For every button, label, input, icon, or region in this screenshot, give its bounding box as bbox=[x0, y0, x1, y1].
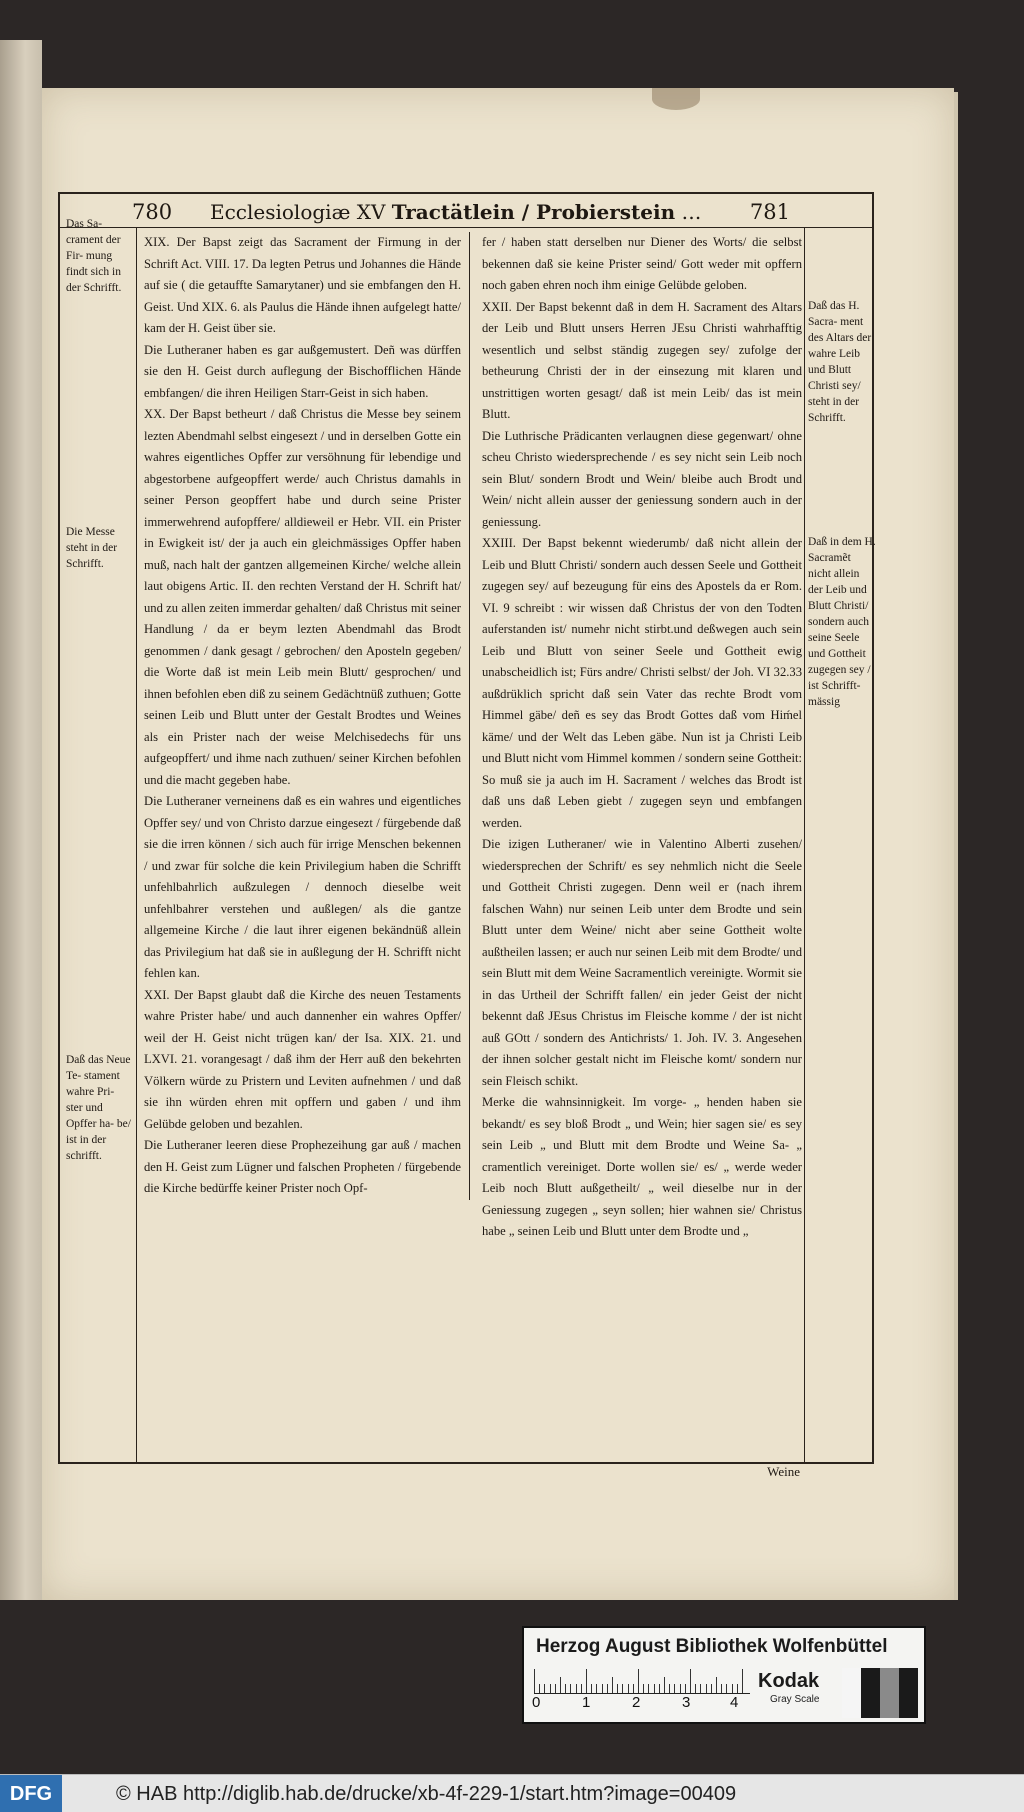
ruler-tick bbox=[560, 1677, 561, 1693]
ruler-tick bbox=[648, 1684, 649, 1693]
ruler-number: 3 bbox=[682, 1694, 691, 1711]
left-margin-rule bbox=[136, 228, 137, 1464]
ruler-tick bbox=[534, 1669, 535, 1693]
page-header bbox=[60, 194, 872, 228]
paragraph: Merke die wahnsinnigkeit. Im vorge- „ henden haben sie bekandt/ es sey bloß Brodt „ und Wein; hier sagen sie/ es sey sein Leib „ und Blutt mit dem Brodte und Weine Sa- „ cramentlich vereiniget. Dorte wollen sie/ es/ „ werde weder Leib noch Blutt außgetheilt/ „ weil dieselbe nur in der Geniessung zugegen „ seyn sollen; hier wahnen sie/ Christus habe „ seinen Leib und Blutt unter dem Brodte und „ bbox=[482, 1095, 802, 1238]
page-number-left: 780 bbox=[132, 200, 173, 224]
paragraph: XXIII. Der Bapst bekennt wiederumb/ daß nicht allein der Leib und Blutt Christi/ sondern auch dessen Seele und Gottheit zugegen sey/ auf bezeugung für eins des Apostels da er Rom. VI. 9 schreibt : wir wissen daß Christus der von den Todten auferstanden ist/ numehr nicht stirbt.und deßwegen auch sein Leib und Blutt von seiner Seele und Gottheit ewig unabscheidlich ist; Fürs andre/ Christi selbst/ der Joh. VI 32.33 außdrüklich spricht daß sein Vater das rechte Brodt vom Himmel gäbe/ deñ es sey das Brodt Gottes daß vom Hiḿel käme/ und der Welt das Leben gäbe. Nun ist ja Christi Leib und Blutt nicht vom Himmel kommen / sondern seine Gottheit: So muß sie ja auch im H. Sacrament / welches das Brodt ist daß uns daß Leben giebt / zugegen seyn und embfangen werden. bbox=[482, 536, 802, 830]
catchword: Weine bbox=[767, 1464, 800, 1479]
ruler-tick bbox=[643, 1684, 644, 1693]
ruler-tick bbox=[591, 1684, 592, 1693]
ruler-tick bbox=[680, 1684, 681, 1693]
book-left-edge bbox=[0, 40, 42, 1600]
paragraph: Die Luthrische Prädicanten verlaugnen diese gegenwart/ ohne scheu Christo wiedersprechende / es sey nicht sein Leib noch sein Blut/ sondern Brodt und Wein/ bleibe auch Brodt und Wein/ nicht allein ausser der geniessung sondern auch in der geniessung. bbox=[482, 428, 802, 529]
ruler-tick bbox=[622, 1684, 623, 1693]
margin-note-gottheit: Daß in dem H. Sacramẽt nicht allein der Leib und Blutt Christi/ sondern auch seine Seele und Gottheit zugegen sey / ist Schrifft- mässig bbox=[808, 536, 876, 708]
margin-note-altar: Daß das H. Sacra- ment des Altars der wahre Leib und Blutt Christi sey/ steht in der Schrifft. bbox=[808, 300, 872, 424]
page-number-right: 781 bbox=[749, 200, 790, 224]
left-text-column bbox=[144, 232, 470, 1200]
ruler-tick bbox=[721, 1684, 722, 1693]
ruler-tick bbox=[555, 1684, 556, 1693]
ruler-tick bbox=[711, 1684, 712, 1693]
ruler-tick bbox=[602, 1684, 603, 1693]
ruler-tick bbox=[617, 1684, 618, 1693]
ruler-number: 0 bbox=[532, 1694, 541, 1711]
ruler-tick bbox=[586, 1669, 587, 1693]
gray-scale-label: Gray Scale bbox=[770, 1694, 820, 1705]
kodak-brand: Kodak bbox=[758, 1670, 820, 1692]
ruler-tick bbox=[726, 1684, 727, 1693]
dfg-logo[interactable]: DFG bbox=[0, 1775, 62, 1812]
margin-note-firmung: Das Sa- crament der Fir- mung findt sich in der Schrifft. bbox=[66, 218, 122, 294]
ruler-tick bbox=[674, 1684, 675, 1693]
ruler-tick bbox=[581, 1684, 582, 1693]
ruler-tick bbox=[742, 1669, 743, 1693]
ruler-tick bbox=[612, 1677, 613, 1693]
book-page bbox=[42, 88, 954, 1600]
ruler-tick bbox=[732, 1684, 733, 1693]
ruler-tick bbox=[669, 1684, 670, 1693]
ruler-tick bbox=[716, 1677, 717, 1693]
ruler-tick bbox=[690, 1669, 691, 1693]
ruler-tick bbox=[638, 1669, 639, 1693]
ruler-tick bbox=[664, 1677, 665, 1693]
ruler-number: 4 bbox=[730, 1694, 739, 1711]
ruler-tick bbox=[596, 1684, 597, 1693]
viewer-footer bbox=[0, 1774, 1024, 1812]
paragraph: XIX. Der Bapst zeigt das Sacrament der Firmung in der Schrift Act. VIII. 17. Da legten Petrus und Johannes die Hände auf sie ( die getauffte Samarytaner) und sie embfangen den H. Geist. Und XIX. 6. als Paulus die Hände ihnen aufgelegt hatte/ kam der H. Geist über sie. bbox=[144, 235, 461, 335]
ruler-number: 2 bbox=[632, 1694, 641, 1711]
measure-ruler bbox=[534, 1668, 750, 1694]
ruler-tick bbox=[700, 1684, 701, 1693]
ruler-tick bbox=[737, 1684, 738, 1693]
paragraph: Die Lutheraner leeren diese Prophezeihung gar auß / machen den H. Geist zum Lügner und falschen Propheten / fürgebende die Kirche bedürffe keiner Prister noch Opf- bbox=[144, 1138, 461, 1195]
paragraph: Die izigen Lutheraner/ wie in Valentino Alberti zusehen/ wiedersprechen der Schrift/ es sey nehmlich nicht die Seele und Gottheit Christi zugegen. Denn weil er (nach ihrem falschen Wahn) nur seinen Leib unter dem Brodte und sein Blutt unter dem Weine/ nicht aber seine Gottheit wolte außtheilen lassen; er auch nur seinen Leib mit dem Brodte/ und sein Blutt mit dem Weine Sacramentlich vereinigte. Wormit sie in das Urtheil der Schrifft fallen/ ein jeder Geist der nicht bekennt daß JEsus Christus im Fleische komme / der ist nicht auß GOtt / sondern des Antichrists/ 1. Joh. IV. 3. Angesehen der ihnen solcher gestalt nicht im Fleische komt/ sondern nur sein Fleisch schikt. bbox=[482, 837, 802, 1088]
right-margin-rule bbox=[804, 228, 805, 1464]
paragraph: XXI. Der Bapst glaubt daß die Kirche des neuen Testaments wahre Prister habe/ und auch dannenher ein wahres Opffer/ weil der H. Geist nicht trügen kan/ der Isa. XIX. 21. und LXVI. 21. vorangesagt / daß ihm der Herr auß den bekehrten Völkern würde zu Pristern und Leviten aufnehmen / und daß sie ihn würden ehren mit opffern und gaben / und ihm Gelübde geloben und bezahlen. bbox=[144, 987, 461, 1131]
ruler-tick bbox=[544, 1684, 545, 1693]
right-text-column bbox=[478, 232, 802, 1243]
ruler-tick bbox=[685, 1684, 686, 1693]
ruler-tick bbox=[628, 1684, 629, 1693]
ruler-tick bbox=[633, 1684, 634, 1693]
ruler-tick bbox=[607, 1684, 608, 1693]
ruler-tick bbox=[565, 1684, 566, 1693]
paragraph: Die Lutheraner haben es gar außgemustert. Deñ was dürffen sie den H. Geist durch auflegung der Bischofflichen Hände embfangen/ die ihren Heiligen Starr-Geist in sich haben. bbox=[144, 342, 461, 400]
running-head-german: Tractätlein / Probierstein bbox=[391, 200, 676, 224]
paragraph: XXII. Der Bapst bekennt daß in dem H. Sacrament des Altars der Leib und Blutt unsers Herren JEsu Christi wahrhafftig wesentlich und selbst ständig zugegen sey/ zufolge der betheurung Christi der in der einsezung mit klaren und unstrittigen worten gesagt/ daß ist mein Leib/ das ist mein Blutt. bbox=[482, 299, 802, 421]
ruler-tick bbox=[576, 1684, 577, 1693]
library-color-target bbox=[522, 1626, 926, 1724]
paragraph: Die Lutheraner verneinens daß es ein wahres und eigentliches Opffer sey/ und von Christo darzue eingesezt / fürgebende daß sie die irren können / sich auch für irrige Menschen bekennen / und zwar für solche die kein Privilegium haben die Schrifft unfehlbahrlich außzulegen / dennoch dieselbe weit unfehlbahrer verstehen und außlegen/ als die gantze allgemeine Kirche / die laut ihrer eigenen bekändnüß allein das Privilegium hat daß sie in außlegung der H. Schrifft nicht fehlen kan. bbox=[144, 794, 461, 980]
ruler-tick bbox=[570, 1684, 571, 1693]
paper-stain bbox=[652, 88, 700, 110]
library-name: Herzog August Bibliothek Wolfenbüttel bbox=[536, 1636, 888, 1657]
running-head bbox=[210, 200, 701, 224]
ruler-tick bbox=[550, 1684, 551, 1693]
ruler-tick bbox=[695, 1684, 696, 1693]
ruler-number: 1 bbox=[582, 1694, 591, 1711]
gray-scale-patches bbox=[842, 1668, 918, 1718]
ruler-tick bbox=[539, 1684, 540, 1693]
ruler-tick bbox=[654, 1684, 655, 1693]
margin-note-testament: Daß das Neue Te- stament wahre Pri- ster und Opffer ha- be/ ist in der schrifft. bbox=[66, 1054, 131, 1162]
margin-note-messe: Die Messe steht in der Schrifft. bbox=[66, 526, 118, 570]
running-head-etc: ‥. bbox=[681, 200, 702, 224]
ruler-tick bbox=[706, 1684, 707, 1693]
paragraph: fer / haben statt derselben nur Diener des Worts/ die selbst bekennen daß sie keine Prister seind/ Gott weder mit opffern noch gaben ehren noch ihm einige Gelübde geloben. bbox=[482, 235, 802, 292]
text-frame bbox=[58, 192, 876, 1479]
copyright-link[interactable]: © HAB http://diglib.hab.de/drucke/xb-4f-229-1/start.htm?image=00409 bbox=[116, 1783, 737, 1805]
running-head-latin: Ecclesiologiæ XV bbox=[210, 200, 386, 224]
paragraph: XX. Der Bapst betheurt / daß Christus die Messe bey seinem lezten Abendmahl selbst eingesezt / und in derselben Gotte ein wahres eigentliches Opffer zur versöhnung für lebendige und abgestorbene aufgeopffert werde/ auch Christus damahls in seiner Person geopffert habe und durch seine Prister immerwehrend aufopffere/ alldieweil er Hebr. VII. ein Prister in Ewigkeit ist/ der ja auch ein gleichmässiges Opffer haben muß, nach halt der gantzen allgemeinen Kirche/ welche allein laut obigens Artic. II. den rechten Verstand der H. Schrift hat/ und zu allen zeiten immerdar gehalten/ daß Christus mit seiner Handlung / da er beym lezten Abendmahl das Brodt genommen / dank gesagt / gebrochen/ den Aposteln gegeben/ die Worte daß ist mein Leib mein Blutt/ gesprochen/ und ihnen befohlen eben diß zu seinem Gedächtnüß zuthuen; Gotte seinen Leib und Blutt unter der Gestalt Brodtes und Weines als ein Prister nach der weise Melchisedechs für uns aufgeopffert/ und ihme nach zuthuen/ seiner Kirchen befohlen und die macht gegeben habe. bbox=[144, 407, 461, 787]
ruler-tick bbox=[659, 1684, 660, 1693]
